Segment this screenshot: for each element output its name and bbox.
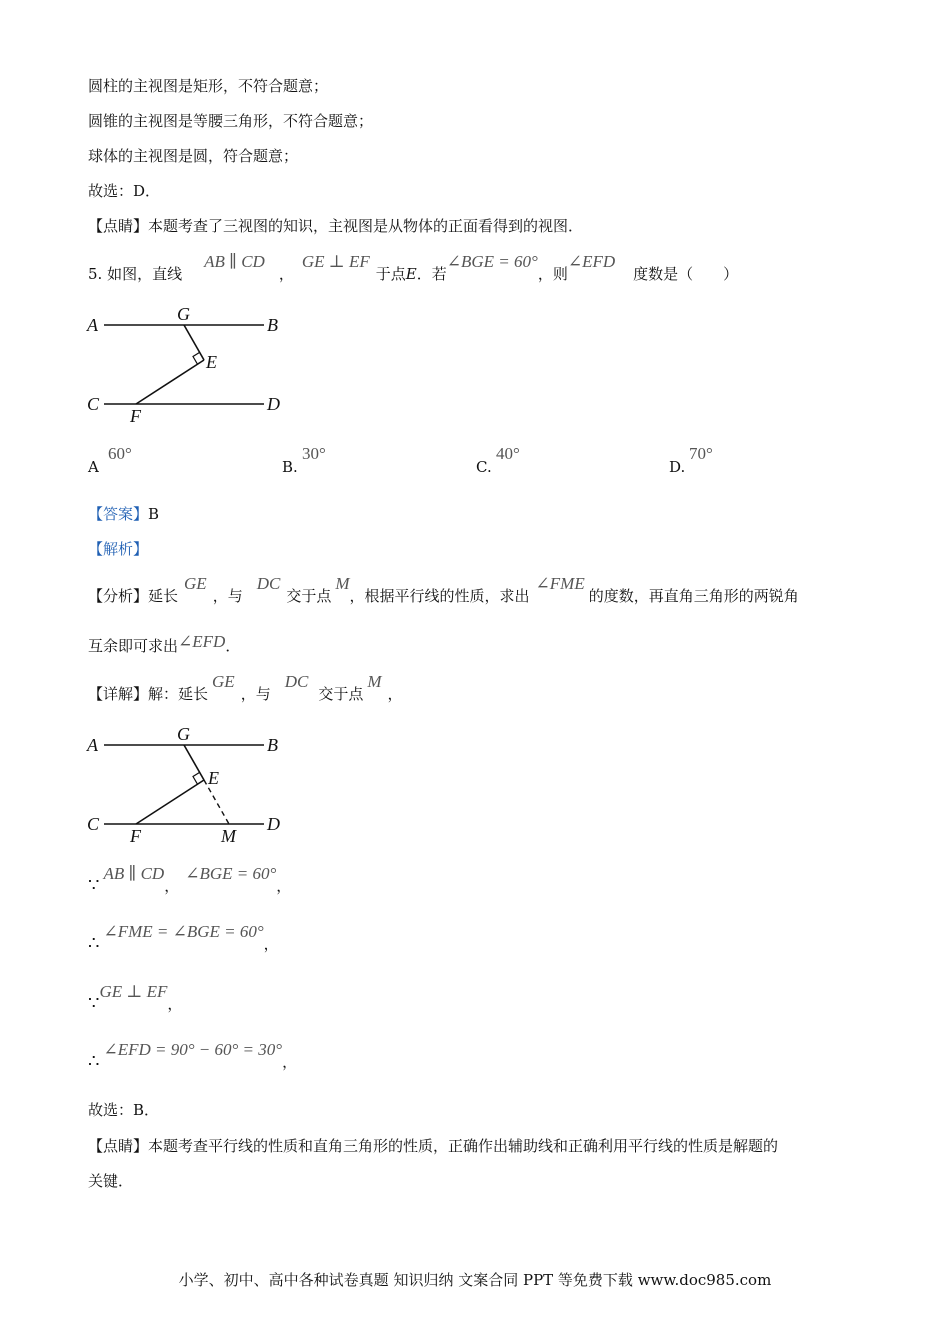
step-1 — [88, 864, 292, 896]
math-efd: ∠EFD — [178, 632, 226, 651]
figure-1 — [84, 298, 304, 428]
end: ， — [276, 877, 292, 895]
label-e: E — [206, 352, 217, 372]
math-m: M — [335, 574, 350, 593]
prev-choice: 故选：D． — [88, 182, 161, 200]
math-expr: ∠BGE = 60° — [185, 864, 277, 883]
analysis-line-1 — [88, 574, 799, 606]
math-given-angle: ∠BGE = 60° — [446, 252, 538, 271]
tip-line-2: 关键． — [88, 1172, 134, 1190]
answer-tag: 【答案】 — [88, 505, 149, 523]
analysis-line-2 — [88, 632, 241, 656]
label-g: G — [177, 724, 190, 744]
ze-text: ，则 — [537, 265, 568, 283]
text: 交于点 — [318, 685, 364, 703]
option-value: 60° — [108, 444, 132, 463]
math-ge: GE — [212, 672, 235, 691]
text: ． — [225, 637, 241, 655]
end: ， — [167, 995, 183, 1013]
ruo-text: ．若 — [416, 265, 447, 283]
question-number: 5. 如图，直线 — [88, 265, 183, 283]
label-a: A — [87, 735, 98, 755]
end: ， — [282, 1053, 298, 1071]
label-f: F — [130, 406, 141, 426]
prev-tip — [88, 216, 583, 236]
label-g: G — [177, 304, 190, 324]
question-5 — [88, 252, 739, 284]
text: ， — [387, 685, 403, 703]
segment-ge — [184, 745, 204, 780]
prev-tip-tag: 【点睛】 — [88, 217, 149, 235]
option-value: 70° — [689, 444, 713, 463]
answer — [88, 504, 159, 524]
math-ge: GE — [184, 574, 207, 593]
therefore-symbol: ∴ — [88, 1051, 100, 1072]
text: 交于点 — [286, 587, 332, 605]
sep: ， — [278, 265, 294, 283]
sep: ， — [164, 877, 180, 895]
option-value: 30° — [302, 444, 326, 463]
text: 延长 — [148, 587, 179, 605]
therefore-symbol: ∴ — [88, 933, 100, 954]
text: ，与 — [212, 587, 243, 605]
end: ， — [263, 935, 279, 953]
right-angle-mark — [193, 772, 200, 784]
segment-ef — [136, 360, 204, 404]
label-d: D — [267, 814, 280, 834]
page-footer: 小学、初中、高中各种试卷真题 知识归纳 文案合同 PPT 等免费下载 www.doc985.com — [178, 1271, 772, 1289]
ask-text: 度数是（ ） — [633, 265, 739, 283]
math-ab-parallel-cd: AB ∥ CD — [204, 252, 265, 271]
prev-tip-text: 本题考查了三视图的知识，主视图是从物体的正面看得到的视图． — [148, 217, 584, 235]
tip-line-1 — [88, 1136, 778, 1156]
figure-2 — [84, 718, 304, 848]
option-value: 40° — [496, 444, 520, 463]
option-label: A — [88, 458, 99, 476]
label-b: B — [267, 735, 278, 755]
step-3 — [88, 982, 183, 1014]
label-d: D — [267, 394, 280, 414]
segment-ef — [136, 780, 204, 824]
because-symbol: ∵ — [88, 993, 100, 1014]
answer-value: B — [148, 505, 160, 523]
analysis-tag: 【分析】 — [88, 587, 149, 605]
prev-line-3: 球体的主视图是圆，符合题意； — [88, 147, 299, 165]
step-2 — [88, 922, 279, 954]
label-a: A — [87, 315, 98, 335]
math-target-angle: ∠EFD — [567, 252, 616, 271]
math-expr: ∠FME = ∠BGE = 60° — [103, 922, 264, 941]
at-point-text: 于点 — [375, 265, 406, 283]
prev-line-2: 圆锥的主视图是等腰三角形，不符合题意； — [88, 112, 374, 130]
text: ，与 — [240, 685, 271, 703]
text: 解：延长 — [148, 685, 209, 703]
option-label: C. — [476, 458, 492, 476]
math-ge-perp-ef: GE ⊥ EF — [301, 252, 370, 271]
text: 的度数，再直角三角形的两锐角 — [588, 587, 799, 605]
math-dc: DC — [284, 672, 309, 691]
conclusion: 故选：B． — [88, 1101, 160, 1119]
math-fme: ∠FME — [535, 574, 585, 593]
prev-line-1: 圆柱的主视图是矩形，不符合题意； — [88, 77, 329, 95]
label-e: E — [208, 768, 219, 788]
text: ，根据平行线的性质，求出 — [349, 587, 530, 605]
detail-tag: 【详解】 — [88, 685, 149, 703]
option-label: D. — [669, 458, 686, 476]
tip-text: 本题考查平行线的性质和直角三角形的性质，正确作出辅助线和正确利用平行线的性质是解题的 — [148, 1137, 779, 1155]
math-dc: DC — [256, 574, 281, 593]
math-expr: AB ∥ CD — [103, 864, 165, 883]
math-expr: ∠EFD = 90° − 60° = 30° — [103, 1040, 283, 1059]
math-m: M — [367, 672, 382, 691]
point-e: E — [405, 265, 417, 283]
tip-tag: 【点睛】 — [88, 1137, 149, 1155]
because-symbol: ∵ — [88, 875, 100, 896]
analysis-heading: 【解析】 — [88, 540, 149, 558]
right-angle-mark — [193, 352, 200, 364]
label-m: M — [221, 826, 236, 846]
label-c: C — [87, 814, 100, 834]
step-4 — [88, 1040, 298, 1072]
label-f: F — [130, 826, 141, 846]
segment-ge — [184, 325, 204, 360]
option-label: B. — [282, 458, 298, 476]
detail-line — [88, 672, 403, 704]
text: 互余即可求出 — [88, 637, 179, 655]
math-expr: GE ⊥ EF — [99, 982, 168, 1001]
label-b: B — [267, 315, 278, 335]
label-c: C — [87, 394, 100, 414]
